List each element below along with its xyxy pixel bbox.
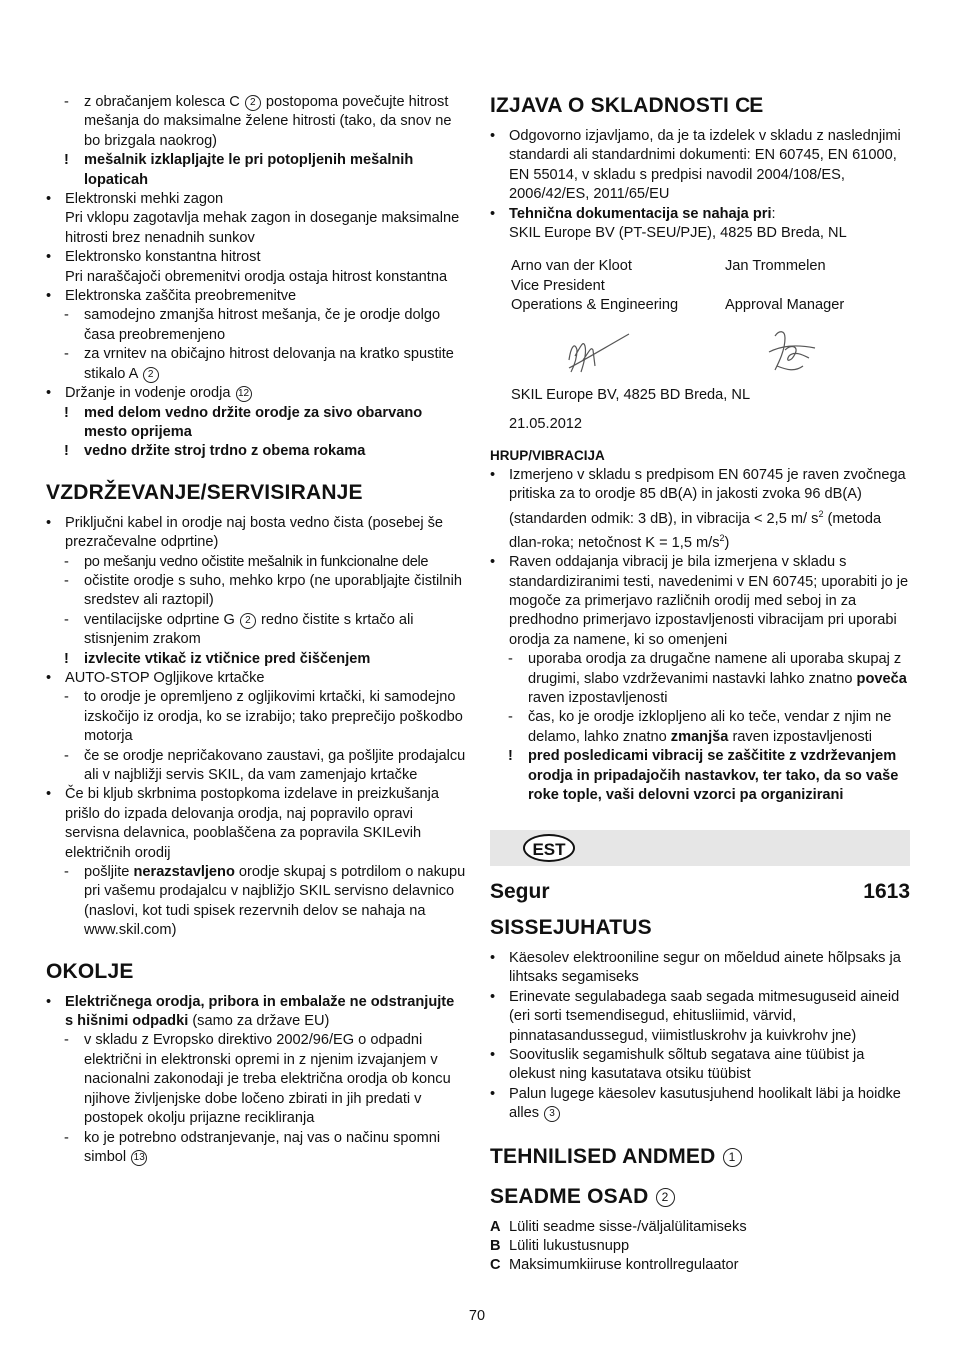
list-item [490, 708, 910, 747]
item-text: samodejno zmanjša hitrost mešanja, če je orodje dolgo časa preobremenjeno [84, 307, 441, 343]
item-text: čas, ko je orodje izklopljeno ali ko teče, vendar z njim ne delamo, lahko znatno [528, 709, 892, 745]
item-text: pošljite [84, 864, 134, 881]
heading-text: TEHNILISED ANDMED [490, 1144, 716, 1168]
warning-text: med delom vedno držite orodje za sivo obarvano mesto oprijema [84, 404, 423, 440]
section-heading-noise: HRUP/VIBRACIJA [490, 448, 605, 464]
item-text: Soovituslik segamishulk sõltub segatava aine tüübist ja olekust ning kasutatava otsiku tüübist [509, 1046, 865, 1083]
superscript: 2 [719, 532, 725, 543]
bullet-marker: • [46, 249, 52, 266]
dash-marker: - [64, 1129, 69, 1146]
section-heading-parts [490, 1184, 910, 1210]
warning-item [46, 442, 466, 461]
handwritten-signature-icon [511, 316, 631, 388]
part-item [490, 1218, 910, 1237]
item-title: Držanje in vodenje orodja [65, 385, 231, 402]
warning-marker: ! [64, 404, 69, 421]
list-item [490, 127, 910, 205]
signature-date: 21.05.2012 [509, 416, 583, 433]
right-column [490, 93, 910, 1276]
item-text: v skladu z Evropsko direktivo 2002/96/EG o odpadni električni in elektronski opremi in z njenim izvajanjem v nacionalni zakonodaji je treba električna orodja ob koncu njihove življenjske dobe ločeno zbirati in jih predati v postopek okolju prijazne recikliranja [84, 1032, 451, 1127]
signer-2 [725, 257, 915, 315]
section-heading-environment: OKOLJE [46, 959, 134, 983]
item-text: Priključni kabel in orodje naj bosta vedno čista (posebej še prezračevalne odprtine) [65, 514, 444, 551]
item-text: (metoda dlan-roka; netočnost K = 1,5 m/s [509, 510, 882, 551]
item-text: očistite orodje s suho, mehko krpo (ne uporabljajte čistilnih sredstev ali raztopil) [84, 572, 463, 609]
language-band [490, 830, 910, 866]
ref-number-icon: 3 [544, 1106, 560, 1122]
ref-number-icon: 12 [236, 386, 252, 402]
item-text: ventilacijske odprtine G [84, 611, 235, 628]
item-text: Pri naraščajoči obremenitvi orodja ostaja hitrost konstantna [65, 268, 448, 285]
signer-1 [511, 257, 725, 315]
list-item [490, 1046, 910, 1085]
item-text-bold: poveča [856, 670, 907, 687]
bullet-marker: • [490, 554, 496, 571]
warning-marker: ! [508, 748, 513, 765]
dash-marker: - [64, 307, 69, 324]
item-text: za vrnitev na običajno hitrost delovanja na kratko spustite stikalo A [84, 346, 454, 382]
item-text: redno čistite s krtačo ali stisnjenim zrakom [84, 611, 414, 648]
warning-item [46, 650, 466, 669]
section-heading-conformity [490, 93, 910, 119]
bullet-marker: • [490, 128, 496, 144]
list-item [46, 287, 466, 306]
product-code: 1613 [863, 879, 910, 903]
bullet-marker: • [46, 191, 52, 208]
bullet-marker: • [490, 988, 496, 1005]
list-item [46, 190, 466, 248]
item-text: raven izpostavljenosti [528, 690, 668, 707]
list-item [46, 345, 466, 384]
warning-marker: ! [64, 443, 69, 460]
heading-text: IZJAVA O SKLADNOSTI [490, 94, 730, 117]
bullet-marker: • [46, 786, 52, 803]
item-text: Izmerjeno v skladu s predpisom EN 60745 je raven zvočnega pritiska za to orodje 85 dB(A) in jakosti zvoka 96 dB(A) (standarden odmik: 3 dB), in vibracija < 2,5 m/ [509, 466, 906, 527]
list-item [490, 650, 910, 708]
list-item [46, 248, 466, 287]
item-text: po mešanju vedno očistite mešalnik in funkcionalne dele [84, 553, 429, 570]
list-item [46, 669, 466, 688]
item-text: ) [724, 534, 730, 551]
part-label: Lüliti lukustusnupp [509, 1237, 630, 1254]
item-text: SKIL Europe BV (PT-SEU/PJE), 4825 BD Breda, NL [509, 225, 847, 242]
signer-role: Operations & Engineering [511, 297, 679, 314]
list-item [490, 1085, 910, 1124]
language-badge: EST [523, 834, 575, 862]
warning-marker: ! [64, 152, 69, 169]
signer-role: Approval Manager [725, 297, 845, 314]
list-item [490, 466, 910, 553]
bullet-marker: • [490, 949, 496, 966]
list-item [46, 1031, 466, 1128]
list-item [46, 747, 466, 786]
ref-number-icon: 2 [143, 367, 159, 383]
list-item [490, 949, 910, 988]
item-text: to orodje je opremljeno z ogljikovimi krtački, ki samodejno izskočijo iz orodja, ko se izrabijo; tako preprečijo poškodbo motorja [84, 689, 463, 745]
item-text: Erinevate segulabadega saab segada mitmesuguseid aineid (eri sorti tsemendisegud, ehitusliimid, värvid, pinnatasandussegud, viimistluskrohv ja kuivkrohv jne) [509, 988, 900, 1044]
item-text: Pri vklopu zagotavlja mehak zagon in doseganje maksimalne hitrosti brez nenadnih sunkov [65, 210, 460, 246]
item-text: orodje skupaj s potrdilom o nakupu pri vašemu prodajalcu v najbližjo SKIL servisno delavnico (naslovi, kot tudi spisek rezervnih delov se nahaja na www.skil.com) [84, 864, 466, 939]
list-item [46, 1129, 466, 1168]
bullet-marker: • [46, 288, 52, 305]
ce-mark-icon: CE [735, 94, 763, 117]
item-text: s [811, 510, 819, 527]
item-text-bold: Električnega orodja, pribora in embalaže ne odstranjujte s hišnimi odpadki [65, 993, 455, 1030]
ref-number-icon: 2 [245, 95, 261, 111]
item-text: raven izpostavljenosti [728, 728, 872, 745]
bullet-marker: • [490, 205, 496, 222]
dash-marker: - [64, 572, 69, 589]
bullet-marker: • [490, 1085, 496, 1102]
dash-marker: - [64, 611, 69, 628]
dash-marker: - [64, 553, 69, 570]
product-name: Segur [490, 879, 550, 903]
signature-2-image [725, 316, 915, 388]
list-item [490, 988, 910, 1046]
list-item [46, 688, 466, 746]
list-item [46, 306, 466, 345]
item-text-bold: zmanjša [670, 728, 729, 745]
item-text: z obračanjem kolesca C [84, 94, 240, 110]
bullet-marker: • [490, 1046, 496, 1063]
item-text-bold: Tehnična dokumentacija se nahaja pri [509, 205, 772, 222]
warning-item [46, 404, 466, 443]
list-item [490, 205, 910, 244]
item-text: če se orodje nepričakovano zaustavi, ga pošljite prodajalcu ali v najbližji servis SKIL, da vam zamenjajo krtačke [84, 747, 466, 783]
heading-text: SEADME OSAD [490, 1184, 649, 1208]
dash-marker: - [508, 651, 513, 668]
signature-company: SKIL Europe BV, 4825 BD Breda, NL [511, 386, 751, 403]
warning-item [490, 747, 910, 805]
signer-role: Vice President [511, 277, 605, 294]
item-text: postopoma povečujte hitrost mešanja do maksimalne želene hitrosti (tako, da snov ne bo brizgala naokrog) [84, 94, 452, 149]
page-number: 70 [468, 1308, 486, 1324]
left-column [46, 93, 466, 1167]
item-text-bold: nerazstavljeno [133, 864, 235, 881]
bullet-marker: • [46, 514, 52, 531]
dash-marker: - [64, 346, 69, 363]
part-key: B [490, 1237, 501, 1254]
dash-marker: - [64, 1032, 69, 1049]
signature-1-image [511, 316, 725, 388]
item-text: AUTO-STOP Ogljikove krtačke [65, 669, 265, 686]
bullet-marker: • [46, 669, 52, 686]
item-title: Elektronski mehki zagon [65, 191, 224, 208]
item-text: Käesolev elektrooniline segur on mõeldud ainete hõlpsaks ja lihtsaks segamiseks [509, 949, 901, 986]
dash-marker: - [64, 94, 69, 110]
dash-marker: - [64, 747, 69, 764]
warning-text: mešalnik izklapljajte le pri potopljenih mešalnih lopaticah [84, 152, 414, 188]
part-label: Lüliti seadme sisse-/väljalülitamiseks [509, 1218, 747, 1235]
signer-name: Jan Trommelen [725, 258, 826, 275]
dash-marker: - [508, 709, 513, 726]
list-item [490, 553, 910, 650]
superscript: 2 [818, 508, 824, 519]
warning-text: vedno držite stroj trdno z obema rokama [84, 443, 366, 460]
signer-role-spacer [725, 277, 915, 296]
item-text: : [771, 205, 776, 222]
dash-marker: - [64, 689, 69, 706]
product-title [490, 879, 910, 903]
ref-number-icon: 1 [723, 1148, 742, 1167]
bullet-marker: • [46, 385, 52, 402]
list-item [46, 572, 466, 611]
ref-number-icon: 13 [131, 1150, 147, 1166]
item-text: (samo za države EU) [188, 1013, 330, 1030]
dash-marker: - [64, 864, 69, 881]
item-text: ko je potrebno odstranjevanje, naj vas o načinu spomni simbol [84, 1129, 441, 1165]
section-heading-intro: SISSEJUHATUS [490, 915, 652, 939]
ref-number-icon: 2 [656, 1188, 675, 1207]
handwritten-signature-icon [725, 316, 845, 388]
signature-block [511, 257, 910, 405]
warning-text: izvlecite vtikač iz vtičnice pred čiščenjem [84, 650, 371, 667]
warning-text: pred posledicami vibracij se zaščitite z vzdrževanjem orodja in pripadajočih nastavkov, ter tako, da so vaše roke tople, vaši delovni vzorci pa organizirani [528, 748, 899, 804]
item-title: Elektronska zaščita preobremenitve [65, 288, 297, 305]
list-item [46, 514, 466, 553]
bullet-marker: • [46, 993, 52, 1010]
list-item [46, 993, 466, 1032]
item-title: Elektronsko konstantna hitrost [65, 249, 261, 266]
part-label: Maksimumkiiruse kontrollregulaator [509, 1257, 739, 1274]
list-item [46, 863, 466, 941]
signer-name: Arno van der Kloot [511, 258, 632, 275]
part-key: A [490, 1218, 501, 1235]
list-item [46, 553, 466, 572]
warning-marker: ! [64, 650, 69, 667]
section-heading-tech-data [490, 1144, 910, 1170]
ref-number-icon: 2 [240, 613, 256, 629]
list-item [46, 384, 466, 403]
item-text: Odgovorno izjavljamo, da je ta izdelek v skladu z naslednjimi standardi ali standardnimi dokumenti: EN 60745, EN 61000, EN 55014, v skladu s predpisi navodil 2004/108/ES, 2006/42/ES, 2011/65/EU [509, 128, 901, 203]
bullet-marker: • [490, 466, 496, 483]
list-item [46, 785, 466, 863]
item-text: Palun lugege käesolev kasutusjuhend hoolikalt läbi ja hoidke alles [509, 1085, 901, 1122]
warning-item [46, 151, 466, 190]
part-item [490, 1256, 910, 1275]
item-text: Raven oddajanja vibracij je bila izmerjena v skladu s standardiziranimi testi, navedenimi v EN 60745; uporabiti jo je mogoče za primerjavo različnih orodij med seboj in za predhodno primerjavo izpostavljenosti vibracijam pri uporabi orodja za namene, ki so omenjeni [509, 554, 909, 648]
part-item [490, 1237, 910, 1256]
list-item [46, 93, 466, 151]
list-item [46, 611, 466, 650]
part-key: C [490, 1257, 501, 1274]
item-text: uporaba orodja za drugačne namene ali uporaba skupaj z drugimi, slabo vzdrževanimi nastavki lahko znatno [528, 651, 902, 687]
item-text: Če bi kljub skrbnima postopkoma izdelave in preizkušanja prišlo do izpada delovanja orodja, naj popravilo opravi servisna delavnica, pooblaščena za popravila SKILevih električnih orodij [65, 786, 439, 861]
section-heading-maintenance: VZDRŽEVANJE/SERVISIRANJE [46, 480, 363, 504]
